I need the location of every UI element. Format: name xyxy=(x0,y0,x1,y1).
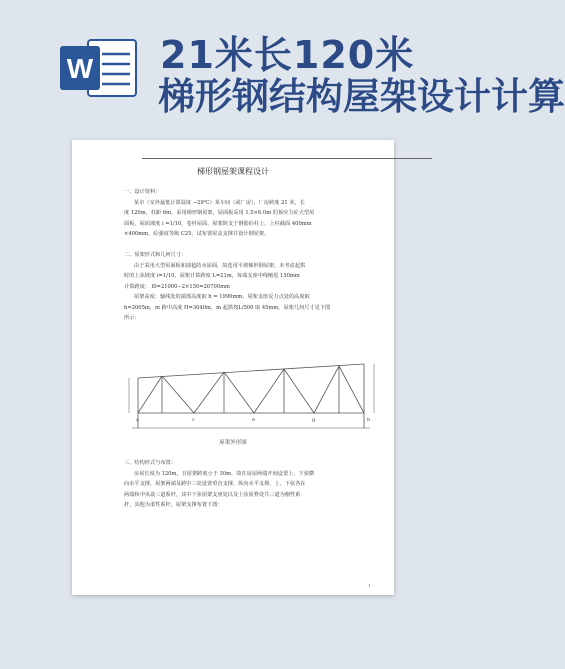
word-document-icon xyxy=(58,36,138,100)
section-3-line: 两端和中央设三道系杆，其中下弦屋架支座处以及上弦屋脊处共三道为刚性系 xyxy=(124,491,301,498)
section-2-line: 计算跨度： l0=21000−2×150=20700mm xyxy=(124,283,230,290)
banner-title-line2: 梯形钢结构屋架设计计算 xyxy=(158,75,565,118)
node-label-g: g xyxy=(312,417,316,423)
node-label-h: h xyxy=(367,417,371,423)
svg-text:W: W xyxy=(66,53,94,84)
section-3-line: 向水平支撑，屋架两端及跨中三处设置垂直支撑，纵向水平支撑，上、下弦各在 xyxy=(124,481,306,487)
node-label-a: a xyxy=(136,417,139,423)
section-2-title: 二、屋架形式和几何尺寸： xyxy=(124,252,187,258)
section-3-line: 房屋长度为 120m，且屋架跨度小于 30m，故在房屋两端开间设置上、下弦横 xyxy=(134,470,315,477)
node-label-c: c xyxy=(192,417,195,423)
node-label-e: e xyxy=(252,417,255,423)
banner-title-line1: 21米长120米 xyxy=(160,33,415,77)
document-page xyxy=(72,140,394,595)
section-2-line: 所示： xyxy=(124,315,140,321)
section-2-line: h=2005m，m 跨中高度 H=3040m，m 起拱按L/500 取 45mm，屋架几何尺寸见下图 xyxy=(124,304,331,311)
section-3 xyxy=(124,458,392,511)
section-1-line: ×400mm，砼强度等级 C25，试布置屋盖支撑并设计钢屋架。 xyxy=(124,231,270,237)
page-number: 1 xyxy=(368,583,371,588)
section-1-line: 度 120m，柱距 6m，采用梯形钢屋架，屋面板采用 1.5×6.0m 的预应力砼大型屋 xyxy=(124,210,315,216)
section-2-line: 屋架高度：轴线处的端部高度取 h = 1990mm，屋架支座反力点处的高度取 xyxy=(134,294,310,300)
section-1-line: 某市（室外最低计算温度 −29℃）某车间（或厂房），厂房跨度 21 米，长 xyxy=(134,199,305,206)
figure-caption: 屋架外形图 xyxy=(219,440,247,446)
section-3-title: 三、结构形式与布置： xyxy=(124,460,176,466)
header-rule xyxy=(142,158,432,159)
section-1-line: 面板，屋面坡度 i =1/10，卷材屋面，屋架简支于钢筋砼柱上，上柱截面 400mm xyxy=(124,220,312,227)
section-3-line: 杆，其他为柔性系杆，屋架支撑布置下图： xyxy=(124,502,223,508)
section-2-line: 时的上弦坡度 i=1/10。屋架计算跨度 L=21m，每端支座中线缩进 150mm xyxy=(124,273,300,279)
section-2-line: 由于采用大型屋面板和油毡防水屋面，故选用平坡梯形钢屋架，未考虑起拱 xyxy=(134,262,306,269)
banner xyxy=(0,0,565,150)
truss-diagram xyxy=(124,358,386,434)
section-2 xyxy=(124,250,392,324)
top-chord xyxy=(138,364,364,378)
document-heading: 梯形钢屋架课程设计 xyxy=(197,167,269,176)
section-1-title: 一、设计资料： xyxy=(124,189,161,195)
section-1 xyxy=(124,187,392,240)
